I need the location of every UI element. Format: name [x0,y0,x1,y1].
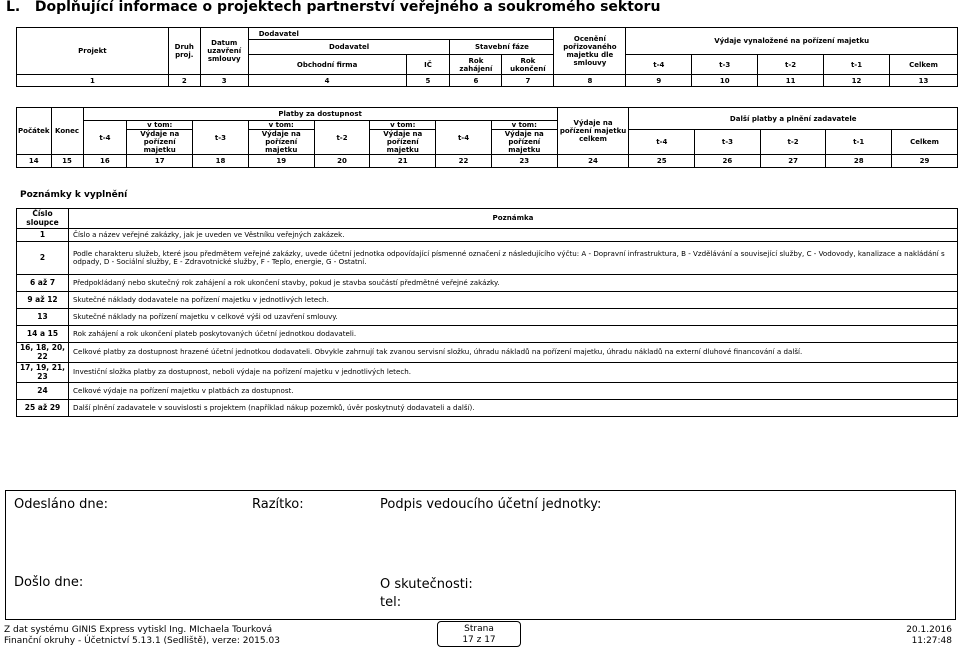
note-text: Další plnění zadavatele v souvislosti s projektem (například nákup pozemků, úvěr poskytnutý dodavateli a další). [69,400,958,417]
notes-row [17,400,958,417]
note-text: Rok zahájení a rok ukončení plateb poskytovaných účetní jednotkou dodavateli. [69,326,958,343]
col-vydaje: Výdaje na pořízení majetku [127,130,193,155]
notes-row [17,363,958,383]
payments-table [16,107,958,168]
col-vydaje-celkem: Výdaje na pořízení majetku celkem [557,108,629,155]
platby-group: Platby za dostupnost [83,108,557,121]
notes-col-header: Číslo sloupce [17,209,69,229]
col-number: 11 [758,75,824,87]
col-number: 14 [17,155,52,168]
projects-table [16,27,958,87]
page-footer [0,621,960,649]
razitko-label: Razítko: [252,497,304,512]
col-number: 19 [248,155,314,168]
notes-row [17,275,958,292]
col-number: 22 [436,155,492,168]
col-number: 28 [826,155,892,168]
note-text: Investiční složka platby za dostupnost, neboli výdaje na pořízení majetku v jednotlivých letech. [69,363,958,383]
note-col-number: 13 [17,309,69,326]
page-counter [437,621,521,647]
col-konec: Konec [51,108,83,155]
col-number: 3 [200,75,248,87]
col-number: 17 [127,155,193,168]
note-col-number: 14 a 15 [17,326,69,343]
col-vydaje: Výdaje na pořízení majetku [370,130,436,155]
col-number: 15 [51,155,83,168]
col-number: 16 [83,155,127,168]
note-col-number: 2 [17,242,69,275]
col-t2: t-2 [314,121,370,155]
col-pocatek: Počátek [17,108,52,155]
v-tom-label: v tom: [127,121,193,130]
notes-row [17,229,958,242]
notes-row [17,292,958,309]
col-number: 29 [892,155,958,168]
col-oceneni: Ocenění pořizovaného majetku dle smlouvy [554,28,626,75]
col-number: 6 [450,75,502,87]
footer-source: Z dat systému GINIS Express vytiskl Ing. MIchaela Tourková [4,625,273,635]
col-number: 27 [760,155,826,168]
col-t4: t-4 [83,121,127,155]
dodavatel-sub: Dodavatel [248,40,450,55]
notes-table [16,208,958,417]
o-skutecnosti-label: O skutečnosti: [380,577,473,592]
notes-heading: Poznámky k vyplnění [20,190,128,200]
col-rok-zahajeni: Rok zahájení [450,55,502,75]
note-text: Celkové výdaje na pořízení majetku v platbách za dostupnost. [69,383,958,400]
signature-box [5,490,956,620]
note-col-number: 17, 19, 21, 23 [17,363,69,383]
tel-label: tel: [380,595,402,610]
notes-row [17,309,958,326]
col-number: 9 [626,75,692,87]
col-number: 1 [17,75,169,87]
note-text: Podle charakteru služeb, které jsou předmětem veřejné zakázky, uvede účetní jednotka odpovídající písmenné označení z následujícího výčtu: A - Dopravní infrastruktura, B - Vzdělávání a související služby, C - Vodovody, kanalizace a nakládání s odpady, D - Sociální služby, E - Zdravotnické služby, F - Teplo, energie, G - Ostatní. [69,242,958,275]
note-col-number: 16, 18, 20, 22 [17,343,69,363]
vydaje-group: Výdaje vynaložené na pořízení majetku [626,28,958,55]
col-t4: t-4 [436,121,492,155]
print-date: 20.1.2016 [906,625,952,635]
col-number: 8 [554,75,626,87]
report-header [6,0,660,14]
col-t2: t-2 [760,130,826,155]
note-text: Skutečné náklady na pořízení majetku v celkové výši od uzavření smlouvy. [69,309,958,326]
dodavatel-group: Dodavatel [248,28,554,40]
col-t4: t-4 [629,130,695,155]
note-text: Skutečné náklady dodavatele na pořízení majetku v jednotlivých letech. [69,292,958,309]
notes-row [17,242,958,275]
strana-value: 17 z 17 [462,635,496,645]
col-celkem: Celkem [892,130,958,155]
doslo-label: Došlo dne: [14,575,84,590]
footer-right [906,625,952,647]
col-number: 25 [629,155,695,168]
col-number: 26 [695,155,761,168]
col-t2: t-2 [758,55,824,75]
page-title: Doplňující informace o projektech partnerství veřejného a soukromého sektoru [34,0,661,15]
col-number: 10 [692,75,758,87]
col-celkem: Celkem [889,55,957,75]
v-tom-label: v tom: [248,121,314,130]
dalsi-platby-group: Další platby a plnění zadavatele [629,108,958,130]
print-time: 11:27:48 [911,636,952,646]
col-ic: IČ [406,55,450,75]
col-number: 4 [248,75,406,87]
col-projekt: Projekt [17,28,169,75]
note-text: Číslo a název veřejné zakázky, jak je uveden ve Věstníku veřejných zakázek. [69,229,958,242]
col-vydaje: Výdaje na pořízení majetku [248,130,314,155]
col-vydaje: Výdaje na pořízení majetku [491,130,557,155]
strana-label: Strana [464,624,494,634]
col-datum: Datum uzavření smlouvy [200,28,248,75]
notes-row [17,326,958,343]
odeslano-label: Odesláno dne: [14,497,109,512]
note-col-number: 9 až 12 [17,292,69,309]
footer-left [4,625,280,647]
podpis-label: Podpis vedoucího účetní jednotky: [380,497,602,512]
col-number: 12 [824,75,890,87]
col-number: 24 [557,155,629,168]
note-text: Předpokládaný nebo skutečný rok zahájení a rok ukončení stavby, pokud je stavba součástí předmětné veřejné zakázky. [69,275,958,292]
col-t4: t-4 [626,55,692,75]
col-t3: t-3 [193,121,249,155]
stavebni-faze: Stavební fáze [450,40,554,55]
col-number: 7 [502,75,554,87]
note-col-number: 1 [17,229,69,242]
col-t1: t-1 [824,55,890,75]
col-obchodni-firma: Obchodní firma [248,55,406,75]
note-text: Celkové platby za dostupnost hrazené účetní jednotkou dodavateli. Obvykle zahrnují tak zvanou servisní složku, úhradu nákladů na pořízení majetku, úhradu nákladů na externí dluhové financování a další. [69,343,958,363]
column-numbers-row [17,75,958,87]
v-tom-label: v tom: [370,121,436,130]
col-number: 21 [370,155,436,168]
col-rok-ukonceni: Rok ukončení [502,55,554,75]
col-number: 13 [889,75,957,87]
col-druh: Druh proj. [168,28,200,75]
col-t1: t-1 [826,130,892,155]
col-number: 2 [168,75,200,87]
notes-row [17,343,958,363]
v-tom-label: v tom: [491,121,557,130]
note-col-number: 6 až 7 [17,275,69,292]
footer-version: Finanční okruhy - Účetnictví 5.13.1 (Sedliště), verze: 2015.03 [4,636,280,646]
note-col-number: 24 [17,383,69,400]
column-numbers-row [17,155,958,168]
notes-note-header: Poznámka [69,209,958,229]
col-number: 18 [193,155,249,168]
col-number: 20 [314,155,370,168]
col-t3: t-3 [692,55,758,75]
section-letter: L. [6,0,21,15]
col-t3: t-3 [695,130,761,155]
notes-row [17,383,958,400]
note-col-number: 25 až 29 [17,400,69,417]
col-number: 5 [406,75,450,87]
col-number: 23 [491,155,557,168]
